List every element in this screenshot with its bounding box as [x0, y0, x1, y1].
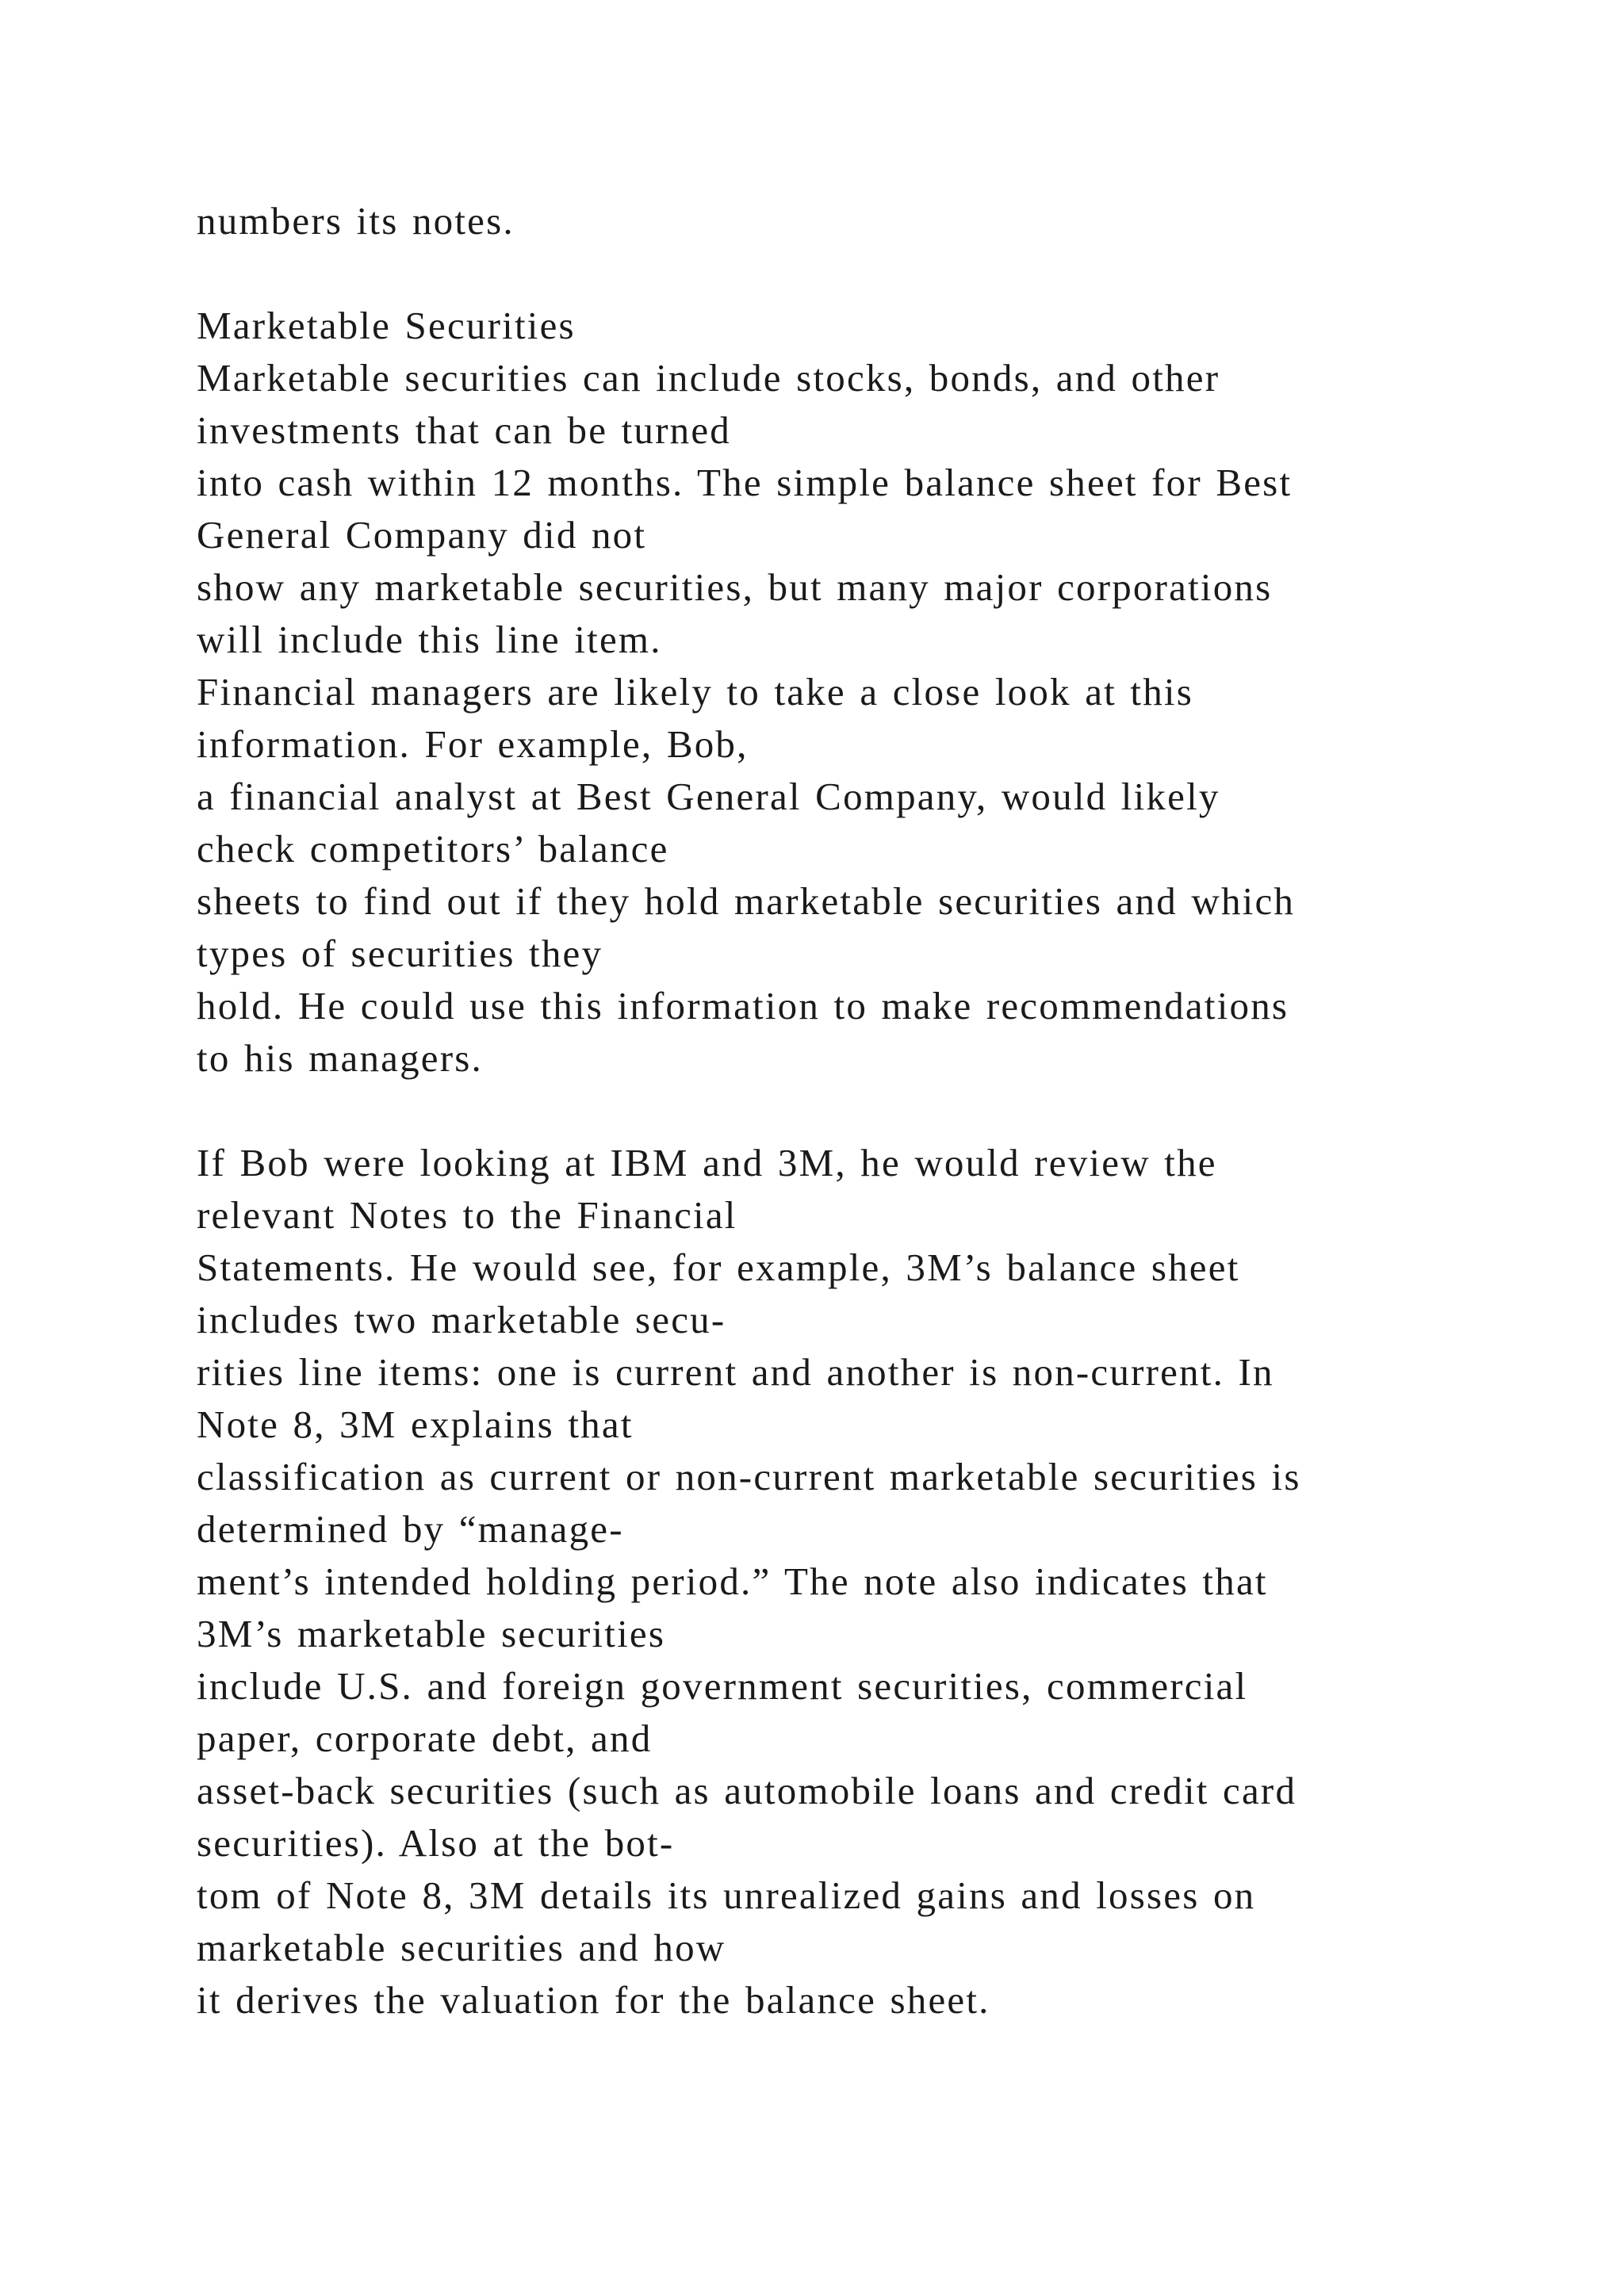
text-line: If Bob were looking at IBM and 3M, he would review the: [197, 1141, 1217, 1184]
section-heading: Marketable Securities: [197, 304, 576, 347]
blank-line: [197, 1085, 1608, 1137]
text-line: sheets to find out if they hold marketable securities and which: [197, 879, 1296, 923]
text-line: determined by “manage-: [197, 1507, 624, 1551]
text-line: General Company did not: [197, 513, 647, 557]
text-line: numbers its notes.: [197, 199, 515, 243]
text-line: 3M’s marketable securities: [197, 1612, 666, 1655]
text-line: show any marketable securities, but many major corporations: [197, 565, 1273, 609]
text-line: ment’s intended holding period.” The note also indicates that: [197, 1559, 1268, 1603]
text-line: tom of Note 8, 3M details its unrealized gains and losses on: [197, 1873, 1256, 1917]
text-line: types of securities they: [197, 932, 603, 975]
text-line: marketable securities and how: [197, 1926, 726, 1969]
text-line: to his managers.: [197, 1036, 483, 1080]
text-line: into cash within 12 months. The simple balance sheet for Best: [197, 461, 1293, 504]
text-line: check competitors’ balance: [197, 827, 669, 871]
text-line: will include this line item.: [197, 618, 662, 661]
blank-line: [197, 247, 1608, 300]
text-line: Statements. He would see, for example, 3M’s balance sheet: [197, 1246, 1240, 1289]
text-line: rities line items: one is current and another is non-current. In: [197, 1350, 1274, 1394]
text-line: information. For example, Bob,: [197, 722, 749, 766]
text-line: classification as current or non-current marketable securities is: [197, 1455, 1301, 1498]
text-line: include U.S. and foreign government securities, commercial: [197, 1664, 1248, 1708]
body-text: [197, 195, 1608, 2026]
text-line: Financial managers are likely to take a close look at this: [197, 670, 1194, 714]
text-line: Note 8, 3M explains that: [197, 1402, 634, 1446]
text-line: investments that can be turned: [197, 408, 731, 452]
text-line: relevant Notes to the Financial: [197, 1193, 737, 1237]
text-line: includes two marketable secu-: [197, 1298, 726, 1341]
text-line: paper, corporate debt, and: [197, 1716, 653, 1760]
text-line: asset-back securities (such as automobile loans and credit card: [197, 1769, 1297, 1812]
text-line: Marketable securities can include stocks, bonds, and other: [197, 356, 1220, 400]
text-line: hold. He could use this information to make recommendations: [197, 984, 1289, 1027]
text-line: it derives the valuation for the balance sheet.: [197, 1978, 990, 2022]
text-line: securities). Also at the bot-: [197, 1821, 675, 1865]
text-line: a financial analyst at Best General Company, would likely: [197, 775, 1220, 818]
